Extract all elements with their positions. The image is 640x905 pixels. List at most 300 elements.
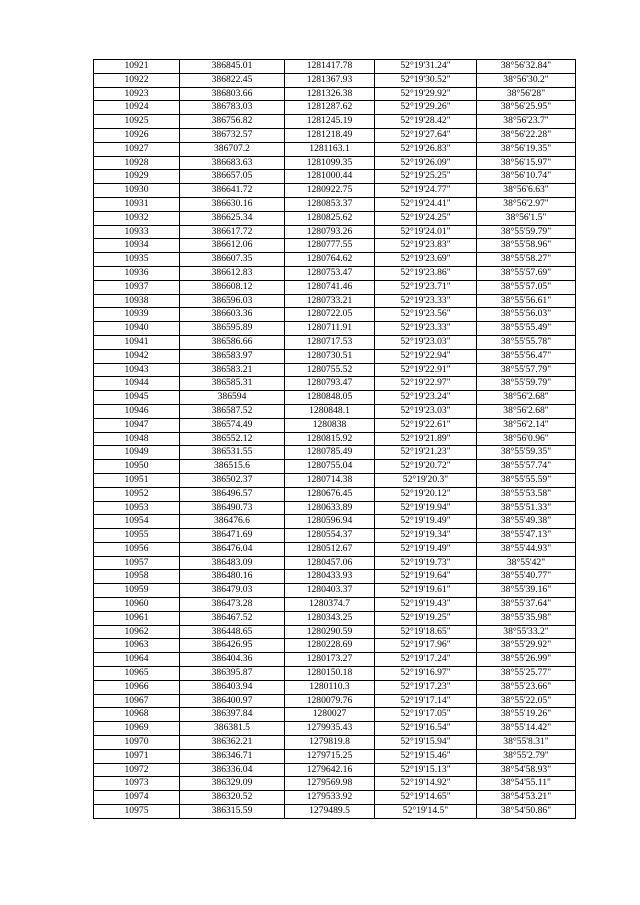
x-coordinate-cell: 386490.73 [180, 501, 285, 515]
latitude-cell: 52°19'19.43" [375, 598, 477, 612]
latitude-cell: 52°19'26.83" [375, 142, 477, 156]
longitude-cell: 38°55'57.74" [477, 460, 576, 474]
point-number-cell: 10923 [94, 87, 180, 101]
longitude-cell: 38°55'53.58" [477, 487, 576, 501]
table-row [94, 156, 576, 170]
x-coordinate-cell: 386574.49 [180, 418, 285, 432]
latitude-cell: 52°19'22.91" [375, 363, 477, 377]
point-number-cell: 10948 [94, 432, 180, 446]
latitude-cell: 52°19'31.24" [375, 60, 477, 74]
table-row [94, 60, 576, 74]
latitude-cell: 52°19'16.97" [375, 667, 477, 681]
y-coordinate-cell: 1281287.62 [285, 101, 375, 115]
x-coordinate-cell: 386657.05 [180, 170, 285, 184]
point-number-cell: 10935 [94, 253, 180, 267]
x-coordinate-cell: 386783.03 [180, 101, 285, 115]
longitude-cell: 38°55'40.77" [477, 570, 576, 584]
latitude-cell: 52°19'23.83" [375, 239, 477, 253]
y-coordinate-cell: 1280717.53 [285, 335, 375, 349]
point-number-cell: 10970 [94, 736, 180, 750]
point-number-cell: 10958 [94, 570, 180, 584]
table-row [94, 363, 576, 377]
latitude-cell: 52°19'21.23" [375, 446, 477, 460]
y-coordinate-cell: 1280733.21 [285, 294, 375, 308]
y-coordinate-cell: 1280633.89 [285, 501, 375, 515]
x-coordinate-cell: 386822.45 [180, 73, 285, 87]
point-number-cell: 10946 [94, 404, 180, 418]
x-coordinate-cell: 386596.03 [180, 294, 285, 308]
point-number-cell: 10922 [94, 73, 180, 87]
longitude-cell: 38°56'1.5" [477, 211, 576, 225]
x-coordinate-cell: 386803.66 [180, 87, 285, 101]
x-coordinate-cell: 386403.94 [180, 680, 285, 694]
table-row [94, 184, 576, 198]
coordinates-table-body [94, 60, 576, 819]
table-row [94, 308, 576, 322]
y-coordinate-cell: 1280755.52 [285, 363, 375, 377]
point-number-cell: 10961 [94, 611, 180, 625]
point-number-cell: 10931 [94, 197, 180, 211]
table-row [94, 639, 576, 653]
point-number-cell: 10953 [94, 501, 180, 515]
table-row [94, 404, 576, 418]
point-number-cell: 10962 [94, 625, 180, 639]
x-coordinate-cell: 386381.5 [180, 722, 285, 736]
table-row [94, 128, 576, 142]
table-row [94, 763, 576, 777]
longitude-cell: 38°55'23.66" [477, 680, 576, 694]
x-coordinate-cell: 386471.69 [180, 529, 285, 543]
point-number-cell: 10973 [94, 777, 180, 791]
longitude-cell: 38°54'55.11" [477, 777, 576, 791]
longitude-cell: 38°55'56.47" [477, 349, 576, 363]
longitude-cell: 38°55'35.98" [477, 611, 576, 625]
longitude-cell: 38°56'23.7" [477, 115, 576, 129]
x-coordinate-cell: 386845.01 [180, 60, 285, 74]
latitude-cell: 52°19'17.24" [375, 653, 477, 667]
x-coordinate-cell: 386587.52 [180, 404, 285, 418]
table-row [94, 335, 576, 349]
x-coordinate-cell: 386467.52 [180, 611, 285, 625]
latitude-cell: 52°19'19.64" [375, 570, 477, 584]
latitude-cell: 52°19'15.13" [375, 763, 477, 777]
point-number-cell: 10955 [94, 529, 180, 543]
point-number-cell: 10933 [94, 225, 180, 239]
longitude-cell: 38°55'29.92" [477, 639, 576, 653]
y-coordinate-cell: 1280027 [285, 708, 375, 722]
y-coordinate-cell: 1281000.44 [285, 170, 375, 184]
longitude-cell: 38°55'59.79" [477, 377, 576, 391]
y-coordinate-cell: 1280403.37 [285, 584, 375, 598]
point-number-cell: 10972 [94, 763, 180, 777]
y-coordinate-cell: 1281245.19 [285, 115, 375, 129]
point-number-cell: 10967 [94, 694, 180, 708]
table-row [94, 708, 576, 722]
longitude-cell: 38°56'2.97" [477, 197, 576, 211]
longitude-cell: 38°55'19.26" [477, 708, 576, 722]
latitude-cell: 52°19'17.05" [375, 708, 477, 722]
table-row [94, 473, 576, 487]
y-coordinate-cell: 1279569.98 [285, 777, 375, 791]
latitude-cell: 52°19'29.26" [375, 101, 477, 115]
y-coordinate-cell: 1279715.25 [285, 749, 375, 763]
table-row [94, 680, 576, 694]
table-row [94, 73, 576, 87]
longitude-cell: 38°55'2.79" [477, 749, 576, 763]
table-row [94, 322, 576, 336]
longitude-cell: 38°55'56.03" [477, 308, 576, 322]
latitude-cell: 52°19'18.65" [375, 625, 477, 639]
x-coordinate-cell: 386531.55 [180, 446, 285, 460]
point-number-cell: 10940 [94, 322, 180, 336]
y-coordinate-cell: 1281326.38 [285, 87, 375, 101]
latitude-cell: 52°19'17.14" [375, 694, 477, 708]
x-coordinate-cell: 386641.72 [180, 184, 285, 198]
point-number-cell: 10951 [94, 473, 180, 487]
y-coordinate-cell: 1280433.93 [285, 570, 375, 584]
x-coordinate-cell: 386502.37 [180, 473, 285, 487]
point-number-cell: 10924 [94, 101, 180, 115]
latitude-cell: 52°19'19.49" [375, 542, 477, 556]
longitude-cell: 38°56'19.35" [477, 142, 576, 156]
x-coordinate-cell: 386617.72 [180, 225, 285, 239]
table-row [94, 791, 576, 805]
latitude-cell: 52°19'21.89" [375, 432, 477, 446]
latitude-cell: 52°19'20.3" [375, 473, 477, 487]
table-row [94, 266, 576, 280]
latitude-cell: 52°19'28.42" [375, 115, 477, 129]
point-number-cell: 10936 [94, 266, 180, 280]
table-row [94, 418, 576, 432]
x-coordinate-cell: 386476.04 [180, 542, 285, 556]
y-coordinate-cell: 1280793.26 [285, 225, 375, 239]
latitude-cell: 52°19'19.61" [375, 584, 477, 598]
table-row [94, 570, 576, 584]
latitude-cell: 52°19'24.41" [375, 197, 477, 211]
latitude-cell: 52°19'23.71" [375, 280, 477, 294]
y-coordinate-cell: 1279935.43 [285, 722, 375, 736]
latitude-cell: 52°19'19.25" [375, 611, 477, 625]
latitude-cell: 52°19'23.24" [375, 391, 477, 405]
y-coordinate-cell: 1280755.04 [285, 460, 375, 474]
longitude-cell: 38°55'55.49" [477, 322, 576, 336]
table-row [94, 253, 576, 267]
longitude-cell: 38°55'56.61" [477, 294, 576, 308]
latitude-cell: 52°19'14.5" [375, 805, 477, 819]
table-row [94, 391, 576, 405]
longitude-cell: 38°55'57.69" [477, 266, 576, 280]
x-coordinate-cell: 386476.6 [180, 515, 285, 529]
point-number-cell: 10974 [94, 791, 180, 805]
point-number-cell: 10959 [94, 584, 180, 598]
longitude-cell: 38°55'37.64" [477, 598, 576, 612]
table-row [94, 694, 576, 708]
x-coordinate-cell: 386480.16 [180, 570, 285, 584]
y-coordinate-cell: 1280173.27 [285, 653, 375, 667]
longitude-cell: 38°55'22.05" [477, 694, 576, 708]
table-row [94, 101, 576, 115]
longitude-cell: 38°55'25.77" [477, 667, 576, 681]
latitude-cell: 52°19'20.72" [375, 460, 477, 474]
x-coordinate-cell: 386625.34 [180, 211, 285, 225]
latitude-cell: 52°19'15.94" [375, 736, 477, 750]
point-number-cell: 10971 [94, 749, 180, 763]
point-number-cell: 10921 [94, 60, 180, 74]
table-row [94, 170, 576, 184]
table-row [94, 197, 576, 211]
latitude-cell: 52°19'19.94" [375, 501, 477, 515]
y-coordinate-cell: 1280711.91 [285, 322, 375, 336]
x-coordinate-cell: 386612.83 [180, 266, 285, 280]
x-coordinate-cell: 386586.66 [180, 335, 285, 349]
x-coordinate-cell: 386707.2 [180, 142, 285, 156]
latitude-cell: 52°19'17.96" [375, 639, 477, 653]
table-row [94, 377, 576, 391]
y-coordinate-cell: 1280722.05 [285, 308, 375, 322]
table-row [94, 667, 576, 681]
latitude-cell: 52°19'23.86" [375, 266, 477, 280]
x-coordinate-cell: 386683.63 [180, 156, 285, 170]
point-number-cell: 10945 [94, 391, 180, 405]
latitude-cell: 52°19'26.09" [375, 156, 477, 170]
table-row [94, 653, 576, 667]
x-coordinate-cell: 386732.57 [180, 128, 285, 142]
y-coordinate-cell: 1281099.35 [285, 156, 375, 170]
y-coordinate-cell: 1280343.25 [285, 611, 375, 625]
y-coordinate-cell: 1280753.47 [285, 266, 375, 280]
point-number-cell: 10942 [94, 349, 180, 363]
y-coordinate-cell: 1280730.51 [285, 349, 375, 363]
longitude-cell: 38°55'39.16" [477, 584, 576, 598]
point-number-cell: 10930 [94, 184, 180, 198]
longitude-cell: 38°56'30.2" [477, 73, 576, 87]
point-number-cell: 10960 [94, 598, 180, 612]
y-coordinate-cell: 1280457.06 [285, 556, 375, 570]
longitude-cell: 38°56'15.97" [477, 156, 576, 170]
point-number-cell: 10934 [94, 239, 180, 253]
table-row [94, 625, 576, 639]
longitude-cell: 38°54'50.86" [477, 805, 576, 819]
longitude-cell: 38°56'2.68" [477, 404, 576, 418]
x-coordinate-cell: 386320.52 [180, 791, 285, 805]
y-coordinate-cell: 1280150.18 [285, 667, 375, 681]
x-coordinate-cell: 386612.06 [180, 239, 285, 253]
longitude-cell: 38°56'0.96" [477, 432, 576, 446]
y-coordinate-cell: 1280764.62 [285, 253, 375, 267]
point-number-cell: 10949 [94, 446, 180, 460]
y-coordinate-cell: 1280825.62 [285, 211, 375, 225]
latitude-cell: 52°19'27.64" [375, 128, 477, 142]
longitude-cell: 38°55'57.79" [477, 363, 576, 377]
y-coordinate-cell: 1280079.76 [285, 694, 375, 708]
table-row [94, 556, 576, 570]
x-coordinate-cell: 386400.97 [180, 694, 285, 708]
x-coordinate-cell: 386315.59 [180, 805, 285, 819]
latitude-cell: 52°19'23.33" [375, 322, 477, 336]
longitude-cell: 38°55'49.38" [477, 515, 576, 529]
point-number-cell: 10927 [94, 142, 180, 156]
latitude-cell: 52°19'24.25" [375, 211, 477, 225]
latitude-cell: 52°19'23.69" [375, 253, 477, 267]
point-number-cell: 10943 [94, 363, 180, 377]
table-row [94, 225, 576, 239]
longitude-cell: 38°56'25.95" [477, 101, 576, 115]
x-coordinate-cell: 386595.89 [180, 322, 285, 336]
table-row [94, 87, 576, 101]
longitude-cell: 38°55'42" [477, 556, 576, 570]
x-coordinate-cell: 386473.28 [180, 598, 285, 612]
coordinates-table [93, 59, 576, 819]
point-number-cell: 10925 [94, 115, 180, 129]
longitude-cell: 38°55'55.59" [477, 473, 576, 487]
longitude-cell: 38°55'33.2" [477, 625, 576, 639]
x-coordinate-cell: 386583.21 [180, 363, 285, 377]
latitude-cell: 52°19'20.12" [375, 487, 477, 501]
point-number-cell: 10964 [94, 653, 180, 667]
point-number-cell: 10975 [94, 805, 180, 819]
point-number-cell: 10969 [94, 722, 180, 736]
point-number-cell: 10963 [94, 639, 180, 653]
y-coordinate-cell: 1280785.49 [285, 446, 375, 460]
y-coordinate-cell: 1280676.45 [285, 487, 375, 501]
latitude-cell: 52°19'22.97" [375, 377, 477, 391]
y-coordinate-cell: 1280848.1 [285, 404, 375, 418]
longitude-cell: 38°56'10.74" [477, 170, 576, 184]
table-row [94, 280, 576, 294]
point-number-cell: 10928 [94, 156, 180, 170]
table-row [94, 515, 576, 529]
table-row [94, 446, 576, 460]
latitude-cell: 52°19'19.73" [375, 556, 477, 570]
longitude-cell: 38°54'53.21" [477, 791, 576, 805]
x-coordinate-cell: 386630.16 [180, 197, 285, 211]
latitude-cell: 52°19'23.33" [375, 294, 477, 308]
table-row [94, 487, 576, 501]
y-coordinate-cell: 1280838 [285, 418, 375, 432]
table-row [94, 736, 576, 750]
x-coordinate-cell: 386585.31 [180, 377, 285, 391]
point-number-cell: 10944 [94, 377, 180, 391]
point-number-cell: 10932 [94, 211, 180, 225]
x-coordinate-cell: 386496.57 [180, 487, 285, 501]
latitude-cell: 52°19'29.92" [375, 87, 477, 101]
x-coordinate-cell: 386607.35 [180, 253, 285, 267]
longitude-cell: 38°56'2.14" [477, 418, 576, 432]
x-coordinate-cell: 386483.09 [180, 556, 285, 570]
table-row [94, 542, 576, 556]
y-coordinate-cell: 1279533.92 [285, 791, 375, 805]
table-row [94, 749, 576, 763]
latitude-cell: 52°19'25.25" [375, 170, 477, 184]
longitude-cell: 38°56'2.68" [477, 391, 576, 405]
y-coordinate-cell: 1280554.37 [285, 529, 375, 543]
longitude-cell: 38°55'59.79" [477, 225, 576, 239]
y-coordinate-cell: 1280777.55 [285, 239, 375, 253]
table-row [94, 239, 576, 253]
point-number-cell: 10939 [94, 308, 180, 322]
table-row [94, 432, 576, 446]
y-coordinate-cell: 1280848.05 [285, 391, 375, 405]
longitude-cell: 38°55'55.78" [477, 335, 576, 349]
y-coordinate-cell: 1280110.3 [285, 680, 375, 694]
table-row [94, 142, 576, 156]
x-coordinate-cell: 386608.12 [180, 280, 285, 294]
point-number-cell: 10966 [94, 680, 180, 694]
longitude-cell: 38°56'6.63" [477, 184, 576, 198]
point-number-cell: 10929 [94, 170, 180, 184]
y-coordinate-cell: 1279489.5 [285, 805, 375, 819]
longitude-cell: 38°55'44.93" [477, 542, 576, 556]
latitude-cell: 52°19'17.23" [375, 680, 477, 694]
y-coordinate-cell: 1280374.7 [285, 598, 375, 612]
y-coordinate-cell: 1279642.16 [285, 763, 375, 777]
longitude-cell: 38°55'57.05" [477, 280, 576, 294]
point-number-cell: 10950 [94, 460, 180, 474]
x-coordinate-cell: 386552.12 [180, 432, 285, 446]
x-coordinate-cell: 386594 [180, 391, 285, 405]
point-number-cell: 10954 [94, 515, 180, 529]
x-coordinate-cell: 386346.71 [180, 749, 285, 763]
point-number-cell: 10952 [94, 487, 180, 501]
point-number-cell: 10941 [94, 335, 180, 349]
latitude-cell: 52°19'24.77" [375, 184, 477, 198]
latitude-cell: 52°19'23.03" [375, 404, 477, 418]
y-coordinate-cell: 1280741.46 [285, 280, 375, 294]
point-number-cell: 10968 [94, 708, 180, 722]
longitude-cell: 38°55'51.33" [477, 501, 576, 515]
table-row [94, 501, 576, 515]
x-coordinate-cell: 386397.84 [180, 708, 285, 722]
y-coordinate-cell: 1280922.75 [285, 184, 375, 198]
longitude-cell: 38°56'32.84" [477, 60, 576, 74]
longitude-cell: 38°54'58.93" [477, 763, 576, 777]
y-coordinate-cell: 1280815.92 [285, 432, 375, 446]
latitude-cell: 52°19'23.56" [375, 308, 477, 322]
longitude-cell: 38°55'58.96" [477, 239, 576, 253]
x-coordinate-cell: 386603.36 [180, 308, 285, 322]
longitude-cell: 38°55'26.99" [477, 653, 576, 667]
longitude-cell: 38°55'14.42" [477, 722, 576, 736]
latitude-cell: 52°19'24.01" [375, 225, 477, 239]
x-coordinate-cell: 386756.82 [180, 115, 285, 129]
point-number-cell: 10956 [94, 542, 180, 556]
table-row [94, 460, 576, 474]
table-row [94, 211, 576, 225]
x-coordinate-cell: 386329.09 [180, 777, 285, 791]
y-coordinate-cell: 1280290.59 [285, 625, 375, 639]
y-coordinate-cell: 1281367.93 [285, 73, 375, 87]
y-coordinate-cell: 1280714.38 [285, 473, 375, 487]
x-coordinate-cell: 386583.97 [180, 349, 285, 363]
y-coordinate-cell: 1279819.8 [285, 736, 375, 750]
latitude-cell: 52°19'22.61" [375, 418, 477, 432]
point-number-cell: 10947 [94, 418, 180, 432]
point-number-cell: 10957 [94, 556, 180, 570]
x-coordinate-cell: 386515.6 [180, 460, 285, 474]
x-coordinate-cell: 386336.04 [180, 763, 285, 777]
y-coordinate-cell: 1281218.49 [285, 128, 375, 142]
y-coordinate-cell: 1280596.94 [285, 515, 375, 529]
latitude-cell: 52°19'14.92" [375, 777, 477, 791]
latitude-cell: 52°19'14.65" [375, 791, 477, 805]
point-number-cell: 10938 [94, 294, 180, 308]
x-coordinate-cell: 386479.03 [180, 584, 285, 598]
latitude-cell: 52°19'15.46" [375, 749, 477, 763]
y-coordinate-cell: 1280793.47 [285, 377, 375, 391]
longitude-cell: 38°56'22.28" [477, 128, 576, 142]
point-number-cell: 10937 [94, 280, 180, 294]
y-coordinate-cell: 1280228.69 [285, 639, 375, 653]
